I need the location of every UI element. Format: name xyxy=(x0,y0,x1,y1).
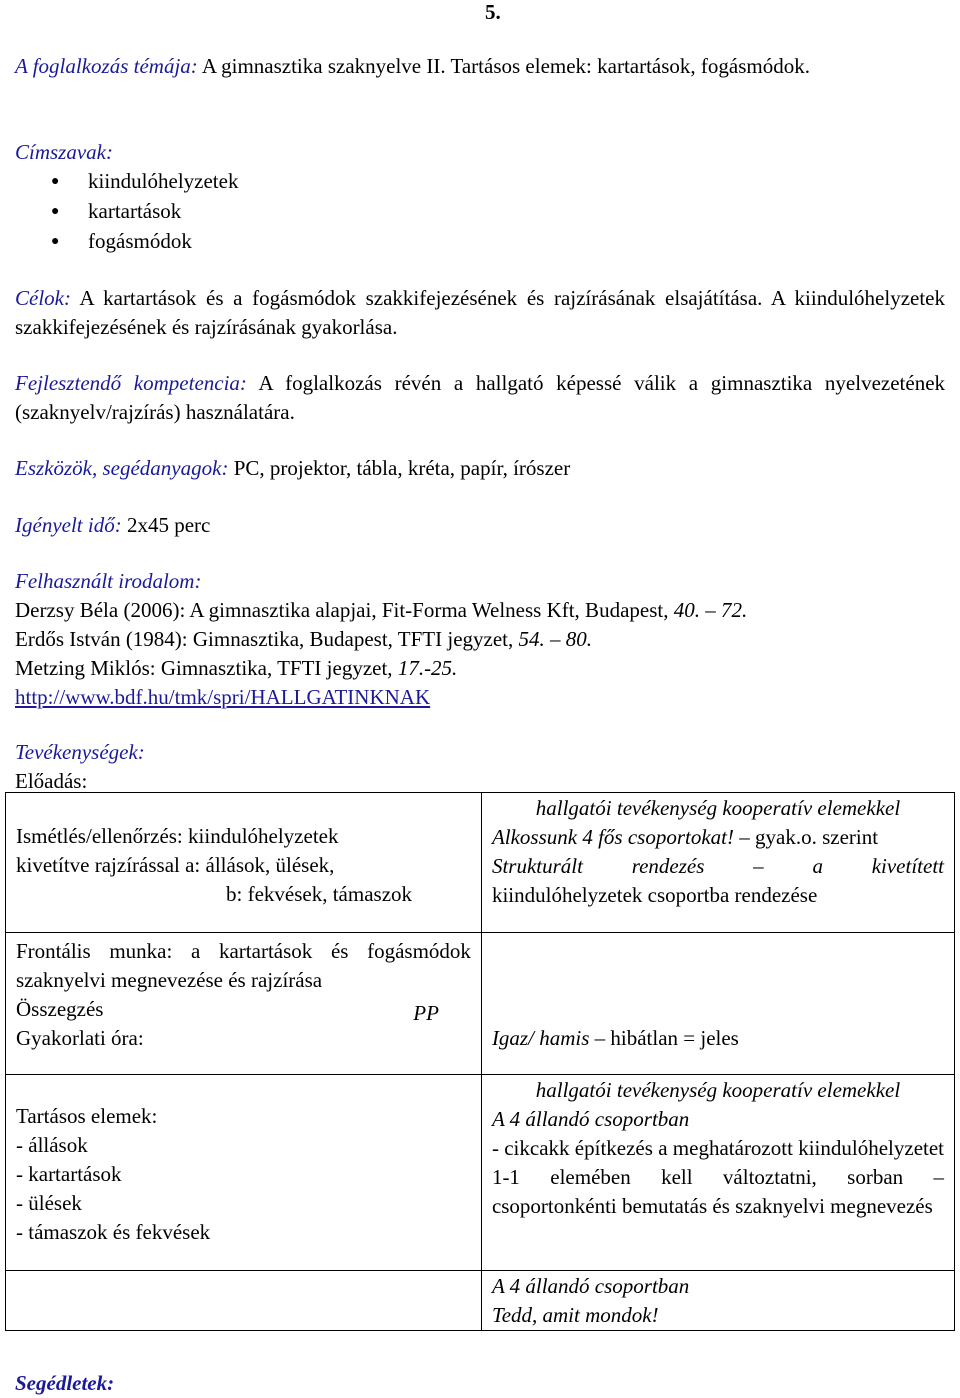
topic-label: A foglalkozás témája: xyxy=(15,54,198,78)
table-row xyxy=(6,1075,955,1271)
activities-section xyxy=(15,738,945,796)
goals-text: A kartartások és a fogásmódok szakkifejezésének és rajzírásának elsajátítása. A kiindulóhelyzetek szakkifejezésének és rajzírásának gyakorlása. xyxy=(15,286,945,339)
competence-text: A foglalkozás révén a hallgató képessé válik a gimnasztika nyelvezetének (szaknyelv/rajzírás) használatára. xyxy=(15,371,946,424)
time-paragraph xyxy=(15,511,945,540)
competence-label: Fejlesztendő kompetencia: xyxy=(15,371,247,395)
table-cell: hallgatói tevékenység kooperatív elemekkel Alkossunk 4 fős csoportokat! – gyak.o. szerint Strukturált rendezés – a kivetített kiindulóhelyzetek csoportba rendezése xyxy=(481,793,954,933)
goals-paragraph xyxy=(15,284,945,342)
competence-paragraph xyxy=(15,369,945,427)
table-row xyxy=(6,793,955,933)
tools-text: PC, projektor, tábla, kréta, papír, írószer xyxy=(233,456,571,480)
aids-label: Segédletek: xyxy=(15,1371,115,1395)
keywords-label: Címszavak: xyxy=(15,140,113,164)
time-label: Igényelt idő: xyxy=(15,513,122,537)
literature-item: Derzsy Béla (2006): A gimnasztika alapjai, Fit-Forma Welness Kft, Budapest, 40. – 72. xyxy=(15,598,748,622)
literature-item: Erdős István (1984): Gimnasztika, Budapest, TFTI jegyzet, 54. – 80. xyxy=(15,627,593,651)
tools-paragraph xyxy=(15,454,945,483)
literature-url-link[interactable]: http://www.bdf.hu/tmk/spri/HALLGATINKNAK xyxy=(15,685,431,709)
table-cell: Ismétlés/ellenőrzés: kiindulóhelyzetek kivetítve rajzírással a: állások, ülések, b: fekvések, támaszok xyxy=(6,793,482,933)
tools-label: Eszközök, segédanyagok: xyxy=(15,456,229,480)
keywords-list xyxy=(15,167,945,257)
page-number: 5. xyxy=(485,0,501,24)
goals-label: Célok: xyxy=(15,286,71,310)
table-row xyxy=(6,933,955,1075)
keyword-item: ● kiindulóhelyzetek xyxy=(15,167,945,197)
literature-item: Metzing Miklós: Gimnasztika, TFTI jegyzet, 17.-25. xyxy=(15,656,458,680)
keyword-item: ● kartartások xyxy=(15,197,945,227)
table-cell: Igaz/ hamis – hibátlan = jeles xyxy=(481,933,954,1075)
literature-section xyxy=(15,567,945,712)
table-cell: Tartásos elemek: - állások - kartartások - ülések - támaszok és fekvések xyxy=(6,1075,482,1271)
keyword-item: ● fogásmódok xyxy=(15,227,945,257)
table-cell: A 4 állandó csoportban Tedd, amit mondok! xyxy=(481,1271,954,1331)
lecture-label: Előadás: xyxy=(15,769,88,793)
activities-table xyxy=(5,792,955,1331)
aids-section xyxy=(15,1369,945,1398)
literature-label: Felhasznált irodalom: xyxy=(15,569,202,593)
topic-paragraph xyxy=(15,52,945,81)
table-cell xyxy=(6,1271,482,1331)
table-row xyxy=(6,1271,955,1331)
topic-text: A gimnasztika szaknyelve II. Tartásos elemek: kartartások, fogásmódok. xyxy=(201,54,810,78)
table-cell: Frontális munka: a kartartások és fogásmódok szaknyelvi megnevezése és rajzírása PP Összegzés Gyakorlati óra: xyxy=(6,933,482,1075)
table-cell: hallgatói tevékenység kooperatív elemekkel A 4 állandó csoportban - cikcakk építkezés a meghatározott kiindulóhelyzetet 1-1 elemében kell változtatni, sorban – csoportonkénti bemutatás és szaknyelvi megnevezés xyxy=(481,1075,954,1271)
time-text: 2x45 perc xyxy=(126,513,211,537)
activities-label: Tevékenységek: xyxy=(15,740,145,764)
